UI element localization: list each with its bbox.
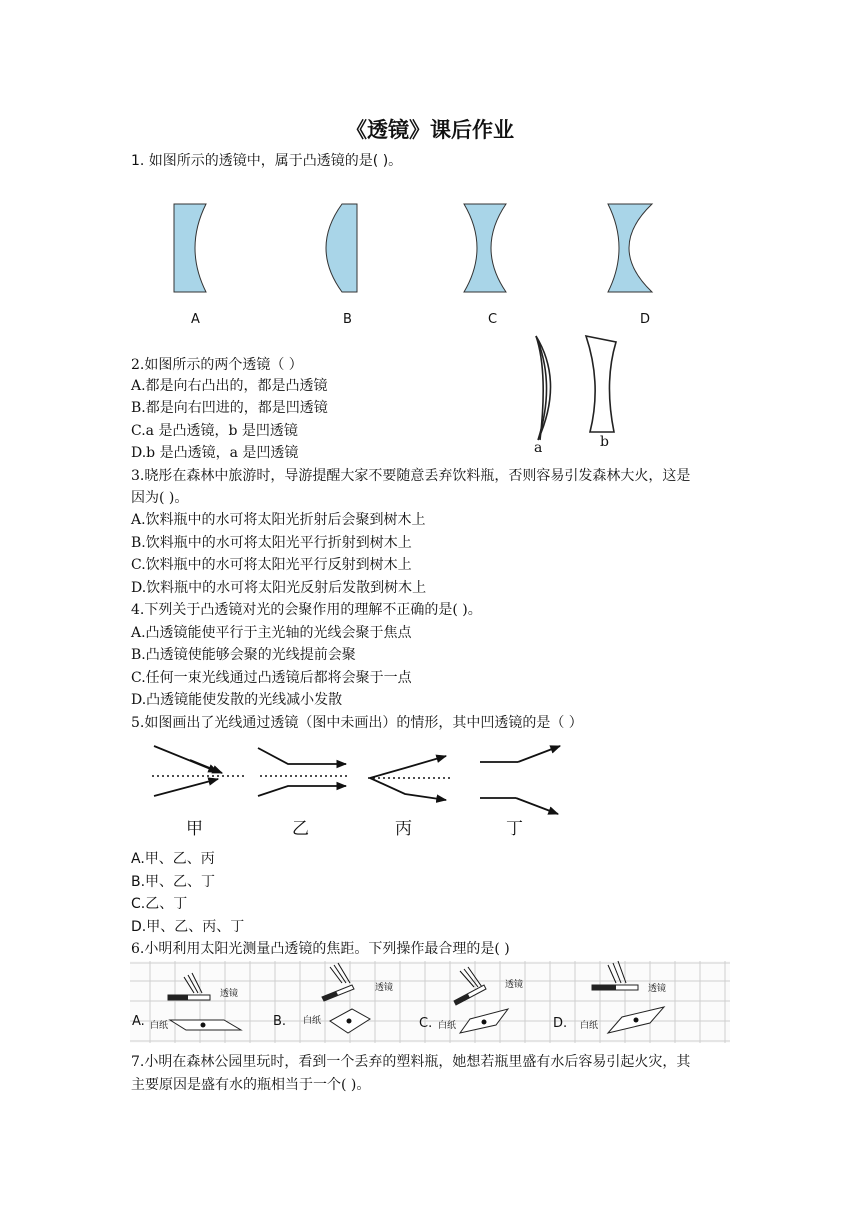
q6-lens-label-a: 透镜 — [220, 989, 239, 999]
q5-label-ding: 丁 — [506, 819, 523, 839]
q3-option-a: A.饮料瓶中的水可将太阳光折射后会聚到树木上 — [131, 512, 426, 528]
q6-option-a: A. — [132, 1014, 145, 1029]
q6-paper-label-d: 白纸 — [580, 1021, 599, 1031]
lens-b — [326, 204, 357, 292]
q7-stem-2: 主要原因是盛有水的瓶相当于一个( )。 — [131, 1077, 371, 1093]
q3-option-b: B.饮料瓶中的水可将太阳光平行折射到树木上 — [131, 535, 412, 551]
q2-option-d: D.b 是凸透镜，a 是凹透镜 — [131, 445, 299, 461]
q1-label-a: A — [191, 312, 200, 327]
q4-option-a: A.凸透镜能使平行于主光轴的光线会聚于焦点 — [131, 625, 412, 641]
q1-label-b: B — [343, 312, 352, 327]
q5-ray-figure — [150, 742, 570, 812]
q3-option-c: C.饮料瓶中的水可将太阳光平行反射到树木上 — [131, 557, 412, 573]
q2-stem: 2.如图所示的两个透镜（ ） — [131, 357, 303, 373]
q5-option-d: D.甲、乙、丙、丁 — [131, 919, 245, 935]
q5-stem: 5.如图画出了光线通过透镜（图中未画出）的情形，其中凹透镜的是（ ） — [131, 715, 583, 731]
q6-lens-label-d: 透镜 — [648, 984, 667, 994]
q2-fig-label-b: b — [600, 434, 609, 450]
q1-stem: 1. 如图所示的透镜中，属于凸透镜的是( )。 — [131, 153, 403, 169]
lens-c — [464, 204, 506, 292]
q5-label-bing: 丙 — [395, 819, 412, 839]
q6-stem: 6.小明利用太阳光测量凸透镜的焦距。下列操作最合理的是( ) — [131, 941, 510, 957]
lens-a — [174, 204, 206, 292]
q6-lens-label-c: 透镜 — [505, 980, 524, 990]
q2-option-c: C.a 是凸透镜，b 是凹透镜 — [131, 423, 298, 439]
lens-d — [608, 204, 652, 292]
q4-option-b: B.凸透镜使能够会聚的光线提前会聚 — [131, 647, 356, 663]
q5-label-jia: 甲 — [186, 819, 203, 839]
q5-option-a: A.甲、乙、丙 — [131, 851, 215, 867]
q5-option-b: B.甲、乙、丁 — [131, 874, 216, 890]
q2-lens-figure — [528, 332, 628, 444]
q3-stem-1: 3.晓彤在森林中旅游时，导游提醒大家不要随意丢弃饮料瓶，否则容易引发森林大火，这是 — [131, 468, 691, 484]
q6-option-c: C. — [419, 1016, 433, 1031]
q2-option-b: B.都是向右凹进的，都是凹透镜 — [131, 400, 328, 416]
q6-lens-label-b: 透镜 — [375, 983, 394, 993]
q5-option-c: C.乙、丁 — [131, 896, 188, 912]
q6-paper-label-b: 白纸 — [303, 1016, 322, 1026]
q6-option-d: D. — [553, 1016, 568, 1031]
lens-b-outline — [586, 336, 616, 432]
q4-stem: 4.下列关于凸透镜对光的会聚作用的理解不正确的是( )。 — [131, 602, 482, 618]
ray-diagram-ding — [480, 746, 560, 814]
q4-option-d: D.凸透镜能使发散的光线减小发散 — [131, 692, 343, 708]
q6-paper-label-c: 白纸 — [438, 1021, 457, 1031]
q1-label-d: D — [640, 312, 651, 327]
q7-stem-1: 7.小明在森林公园里玩时，看到一个丢弃的塑料瓶，她想若瓶里盛有水后容易引起火灾，其 — [131, 1054, 691, 1070]
q6-option-b: B. — [273, 1014, 287, 1029]
q2-option-a: A.都是向右凸出的，都是凸透镜 — [131, 378, 328, 394]
ray-diagram-yi — [258, 748, 350, 796]
q3-stem-2: 因为( )。 — [131, 490, 189, 506]
q1-lens-figure — [160, 200, 680, 300]
q2-fig-label-a: a — [534, 440, 543, 456]
q4-option-c: C.任何一束光线通过凸透镜后都将会聚于一点 — [131, 670, 412, 686]
ray-diagram-jia — [152, 746, 245, 796]
ray-diagram-bing — [368, 756, 452, 800]
q6-paper-label-a: 白纸 — [150, 1021, 169, 1031]
q5-label-yi: 乙 — [292, 819, 309, 839]
page-title: 《透镜》课后作业 — [346, 118, 514, 142]
q1-label-c: C — [488, 312, 498, 327]
q3-option-d: D.饮料瓶中的水可将太阳光反射后发散到树木上 — [131, 580, 427, 596]
